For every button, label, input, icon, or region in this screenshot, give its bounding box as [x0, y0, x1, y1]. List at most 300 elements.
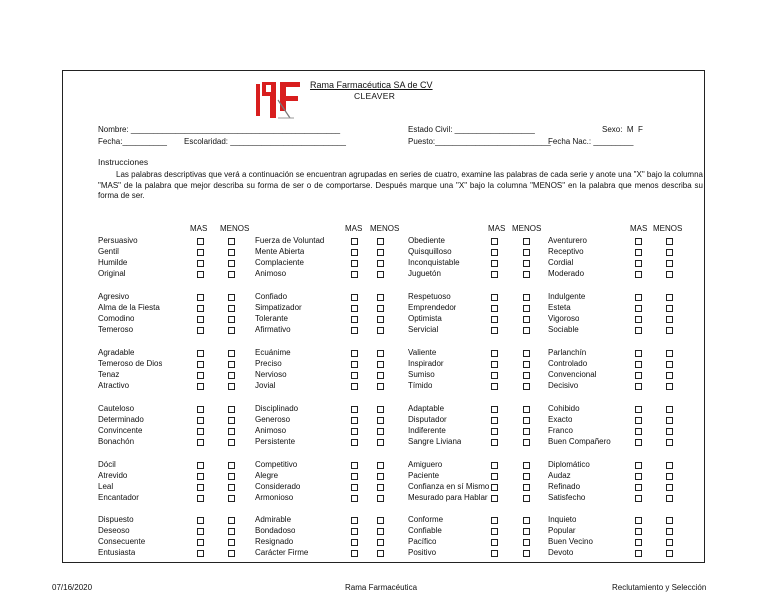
mas-checkbox[interactable]: [351, 495, 358, 502]
trait-word: Convencional: [548, 370, 597, 379]
mas-checkbox[interactable]: [197, 327, 204, 334]
menos-checkbox[interactable]: [228, 327, 235, 334]
menos-checkbox[interactable]: [228, 383, 235, 390]
trait-word: Franco: [548, 426, 573, 435]
menos-checkbox[interactable]: [666, 260, 673, 267]
mas-checkbox[interactable]: [491, 495, 498, 502]
menos-checkbox[interactable]: [228, 294, 235, 301]
mas-checkbox[interactable]: [351, 539, 358, 546]
mas-checkbox[interactable]: [351, 238, 358, 245]
mas-checkbox[interactable]: [635, 249, 642, 256]
menos-checkbox[interactable]: [523, 439, 530, 446]
menos-checkbox[interactable]: [228, 517, 235, 524]
mas-checkbox[interactable]: [491, 327, 498, 334]
trait-word: Audaz: [548, 471, 571, 480]
mas-checkbox[interactable]: [351, 305, 358, 312]
fecha-field[interactable]: Fecha:__________: [98, 137, 167, 146]
menos-checkbox[interactable]: [377, 372, 384, 379]
menos-checkbox[interactable]: [228, 495, 235, 502]
mas-header: MAS: [488, 224, 506, 233]
menos-checkbox[interactable]: [523, 539, 530, 546]
mas-checkbox[interactable]: [491, 294, 498, 301]
mas-checkbox[interactable]: [351, 428, 358, 435]
trait-word: Amiguero: [408, 460, 443, 469]
menos-checkbox[interactable]: [377, 473, 384, 480]
trait-word: Dispuesto: [98, 515, 134, 524]
trait-word: Agradable: [98, 348, 135, 357]
menos-checkbox[interactable]: [523, 406, 530, 413]
trait-word: Confianza en sí Mismo: [408, 482, 490, 491]
mas-checkbox[interactable]: [351, 271, 358, 278]
mas-checkbox[interactable]: [351, 383, 358, 390]
mas-checkbox[interactable]: [197, 473, 204, 480]
mas-checkbox[interactable]: [635, 495, 642, 502]
mas-checkbox[interactable]: [491, 550, 498, 557]
mas-checkbox[interactable]: [635, 528, 642, 535]
mas-checkbox[interactable]: [197, 361, 204, 368]
mas-checkbox[interactable]: [635, 484, 642, 491]
menos-checkbox[interactable]: [377, 484, 384, 491]
mas-checkbox[interactable]: [197, 550, 204, 557]
trait-word: Quisquilloso: [408, 247, 452, 256]
menos-checkbox[interactable]: [666, 271, 673, 278]
menos-checkbox[interactable]: [523, 294, 530, 301]
trait-word: Comodino: [98, 314, 135, 323]
mas-checkbox[interactable]: [635, 417, 642, 424]
mas-checkbox[interactable]: [635, 406, 642, 413]
trait-word: Cordial: [548, 258, 574, 267]
mas-checkbox[interactable]: [491, 383, 498, 390]
mas-checkbox[interactable]: [351, 517, 358, 524]
trait-word: Mente Abierta: [255, 247, 305, 256]
instructions-title: Instrucciones: [98, 157, 149, 167]
footer-department: Reclutamiento y Selección: [612, 583, 707, 592]
trait-word: Ecuánime: [255, 348, 291, 357]
menos-checkbox[interactable]: [523, 238, 530, 245]
trait-word: Diplomático: [548, 460, 590, 469]
menos-checkbox[interactable]: [523, 484, 530, 491]
mas-checkbox[interactable]: [351, 249, 358, 256]
trait-word: Controlado: [548, 359, 588, 368]
menos-checkbox[interactable]: [523, 528, 530, 535]
trait-word: Disputador: [408, 415, 447, 424]
menos-checkbox[interactable]: [228, 316, 235, 323]
trait-word: Humilde: [98, 258, 128, 267]
mas-checkbox[interactable]: [197, 238, 204, 245]
menos-checkbox[interactable]: [666, 316, 673, 323]
trait-word: Optimista: [408, 314, 442, 323]
trait-word: Vigoroso: [548, 314, 580, 323]
menos-checkbox[interactable]: [523, 383, 530, 390]
trait-word: Original: [98, 269, 126, 278]
mas-header: MAS: [630, 224, 648, 233]
menos-checkbox[interactable]: [666, 462, 673, 469]
mas-checkbox[interactable]: [197, 372, 204, 379]
menos-checkbox[interactable]: [523, 495, 530, 502]
mas-checkbox[interactable]: [491, 417, 498, 424]
menos-checkbox[interactable]: [228, 372, 235, 379]
menos-checkbox[interactable]: [666, 249, 673, 256]
trait-word: Buen Vecino: [548, 537, 593, 546]
trait-word: Indulgente: [548, 292, 586, 301]
trait-word: Armonioso: [255, 493, 294, 502]
mas-checkbox[interactable]: [197, 383, 204, 390]
mas-checkbox[interactable]: [635, 260, 642, 267]
mas-checkbox[interactable]: [635, 462, 642, 469]
mas-checkbox[interactable]: [197, 428, 204, 435]
trait-word: Persistente: [255, 437, 296, 446]
menos-checkbox[interactable]: [666, 539, 673, 546]
mas-checkbox[interactable]: [351, 361, 358, 368]
trait-word: Satisfecho: [548, 493, 586, 502]
mas-checkbox[interactable]: [635, 316, 642, 323]
menos-checkbox[interactable]: [523, 327, 530, 334]
menos-checkbox[interactable]: [228, 484, 235, 491]
mas-checkbox[interactable]: [491, 439, 498, 446]
mas-checkbox[interactable]: [635, 271, 642, 278]
menos-checkbox[interactable]: [228, 539, 235, 546]
mas-checkbox[interactable]: [491, 249, 498, 256]
trait-word: Paciente: [408, 471, 440, 480]
menos-checkbox[interactable]: [666, 406, 673, 413]
menos-checkbox[interactable]: [228, 550, 235, 557]
trait-word: Preciso: [255, 359, 282, 368]
fecha-nac-field[interactable]: Fecha Nac.: _________: [548, 137, 634, 146]
menos-checkbox[interactable]: [666, 305, 673, 312]
mas-checkbox[interactable]: [351, 316, 358, 323]
menos-checkbox[interactable]: [377, 428, 384, 435]
mas-checkbox[interactable]: [491, 260, 498, 267]
menos-checkbox[interactable]: [666, 439, 673, 446]
trait-word: Complaciente: [255, 258, 304, 267]
trait-word: Juguetón: [408, 269, 441, 278]
trait-word: Admirable: [255, 515, 292, 524]
mas-checkbox[interactable]: [491, 305, 498, 312]
mas-checkbox[interactable]: [197, 350, 204, 357]
trait-word: Gentil: [98, 247, 119, 256]
mas-checkbox[interactable]: [197, 271, 204, 278]
menos-checkbox[interactable]: [228, 271, 235, 278]
trait-word: Aventurero: [548, 236, 587, 245]
menos-checkbox[interactable]: [377, 327, 384, 334]
mas-checkbox[interactable]: [491, 238, 498, 245]
menos-checkbox[interactable]: [377, 495, 384, 502]
instructions-text: Las palabras descriptivas que verá a continuación se encuentran agrupadas en series de cuatro, examine las palabras de cada serie y anote una "X" bajo la columna "MAS" de la palabra que mejor describa su forma de ser o de comportarse. Después marque una "X" bajo la columna "MENOS" en la palabra que menos describa su forma de ser.: [98, 170, 703, 200]
trait-word: Bondadoso: [255, 526, 296, 535]
trait-word: Parlanchín: [548, 348, 587, 357]
mas-checkbox[interactable]: [197, 517, 204, 524]
menos-checkbox[interactable]: [377, 539, 384, 546]
mas-checkbox[interactable]: [351, 439, 358, 446]
menos-checkbox[interactable]: [377, 260, 384, 267]
trait-word: Devoto: [548, 548, 574, 557]
mas-checkbox[interactable]: [635, 539, 642, 546]
menos-checkbox[interactable]: [377, 528, 384, 535]
company-name: Rama Farmacéutica SA de CV: [310, 80, 433, 90]
menos-checkbox[interactable]: [377, 249, 384, 256]
trait-word: Agresivo: [98, 292, 130, 301]
menos-checkbox[interactable]: [666, 495, 673, 502]
puesto-field[interactable]: Puesto:__________________________: [408, 137, 551, 146]
trait-word: Animoso: [255, 269, 287, 278]
footer-date: 07/16/2020: [52, 583, 93, 592]
mas-checkbox[interactable]: [351, 528, 358, 535]
menos-checkbox[interactable]: [666, 350, 673, 357]
trait-word: Jovial: [255, 381, 276, 390]
mas-checkbox[interactable]: [197, 406, 204, 413]
trait-word: Bonachón: [98, 437, 135, 446]
menos-checkbox[interactable]: [523, 417, 530, 424]
trait-word: Popular: [548, 526, 576, 535]
trait-word: Alegre: [255, 471, 279, 480]
mas-checkbox[interactable]: [635, 383, 642, 390]
menos-checkbox[interactable]: [523, 462, 530, 469]
trait-word: Alma de la Fiesta: [98, 303, 160, 312]
menos-checkbox[interactable]: [228, 260, 235, 267]
menos-checkbox[interactable]: [228, 350, 235, 357]
menos-header: MENOS: [653, 224, 683, 233]
mas-header: MAS: [345, 224, 363, 233]
menos-checkbox[interactable]: [666, 294, 673, 301]
menos-checkbox[interactable]: [228, 528, 235, 535]
menos-checkbox[interactable]: [666, 361, 673, 368]
mas-checkbox[interactable]: [197, 305, 204, 312]
menos-checkbox[interactable]: [228, 417, 235, 424]
mas-checkbox[interactable]: [635, 294, 642, 301]
menos-checkbox[interactable]: [523, 372, 530, 379]
mas-checkbox[interactable]: [491, 428, 498, 435]
trait-word: Carácter Firme: [255, 548, 309, 557]
mas-checkbox[interactable]: [635, 439, 642, 446]
mas-checkbox[interactable]: [491, 361, 498, 368]
mas-checkbox[interactable]: [197, 539, 204, 546]
mas-checkbox[interactable]: [351, 550, 358, 557]
footer-company: Rama Farmacéutica: [345, 583, 418, 592]
mas-checkbox[interactable]: [635, 473, 642, 480]
menos-checkbox[interactable]: [666, 372, 673, 379]
mas-checkbox[interactable]: [491, 539, 498, 546]
mas-checkbox[interactable]: [351, 462, 358, 469]
menos-checkbox[interactable]: [666, 327, 673, 334]
mas-checkbox[interactable]: [491, 528, 498, 535]
mas-checkbox[interactable]: [635, 238, 642, 245]
mas-checkbox[interactable]: [491, 406, 498, 413]
menos-checkbox[interactable]: [228, 406, 235, 413]
trait-word: Mesurado para Hablar: [408, 493, 488, 502]
trait-word: Disciplinado: [255, 404, 299, 413]
menos-checkbox[interactable]: [377, 238, 384, 245]
mas-checkbox[interactable]: [197, 462, 204, 469]
menos-checkbox[interactable]: [666, 550, 673, 557]
trait-word: Confiable: [408, 526, 442, 535]
trait-word: Nervioso: [255, 370, 287, 379]
menos-checkbox[interactable]: [523, 517, 530, 524]
menos-checkbox[interactable]: [377, 439, 384, 446]
mas-checkbox[interactable]: [635, 361, 642, 368]
menos-checkbox[interactable]: [228, 462, 235, 469]
form-subtitle: CLEAVER: [354, 91, 396, 101]
mas-checkbox[interactable]: [635, 305, 642, 312]
trait-word: Leal: [98, 482, 114, 491]
menos-checkbox[interactable]: [228, 249, 235, 256]
trait-word: Sociable: [548, 325, 579, 334]
trait-word: Atractivo: [98, 381, 130, 390]
menos-checkbox[interactable]: [377, 316, 384, 323]
trait-word: Dócil: [98, 460, 116, 469]
mas-checkbox[interactable]: [491, 271, 498, 278]
menos-checkbox[interactable]: [377, 361, 384, 368]
trait-word: Inspirador: [408, 359, 444, 368]
trait-word: Valiente: [408, 348, 437, 357]
trait-word: Inquieto: [548, 515, 577, 524]
mas-checkbox[interactable]: [197, 495, 204, 502]
trait-word: Inconquistable: [408, 258, 460, 267]
mas-checkbox[interactable]: [491, 517, 498, 524]
mas-checkbox[interactable]: [491, 372, 498, 379]
menos-checkbox[interactable]: [377, 305, 384, 312]
mas-checkbox[interactable]: [197, 439, 204, 446]
mas-checkbox[interactable]: [635, 327, 642, 334]
menos-checkbox[interactable]: [523, 305, 530, 312]
mas-checkbox[interactable]: [197, 294, 204, 301]
trait-word: Competitivo: [255, 460, 298, 469]
trait-word: Confiado: [255, 292, 288, 301]
trait-word: Adaptable: [408, 404, 445, 413]
menos-checkbox[interactable]: [377, 271, 384, 278]
menos-checkbox[interactable]: [228, 361, 235, 368]
menos-checkbox[interactable]: [523, 361, 530, 368]
escolaridad-field[interactable]: Escolaridad: __________________________: [184, 137, 346, 146]
mas-checkbox[interactable]: [635, 350, 642, 357]
trait-word: Atrevido: [98, 471, 128, 480]
mas-checkbox[interactable]: [351, 406, 358, 413]
trait-word: Exacto: [548, 415, 573, 424]
mas-checkbox[interactable]: [635, 428, 642, 435]
menos-checkbox[interactable]: [666, 383, 673, 390]
menos-checkbox[interactable]: [377, 517, 384, 524]
trait-word: Emprendedor: [408, 303, 457, 312]
menos-checkbox[interactable]: [228, 428, 235, 435]
mas-checkbox[interactable]: [635, 517, 642, 524]
mas-checkbox[interactable]: [351, 417, 358, 424]
menos-header: MENOS: [220, 224, 250, 233]
mas-checkbox[interactable]: [351, 473, 358, 480]
mas-checkbox[interactable]: [491, 473, 498, 480]
trait-word: Buen Compañero: [548, 437, 611, 446]
trait-word: Temeroso: [98, 325, 134, 334]
trait-word: Cauteloso: [98, 404, 135, 413]
trait-word: Conforme: [408, 515, 444, 524]
menos-checkbox[interactable]: [228, 439, 235, 446]
trait-word: Tenaz: [98, 370, 120, 379]
trait-word: Sumiso: [408, 370, 435, 379]
mas-checkbox[interactable]: [351, 372, 358, 379]
mas-checkbox[interactable]: [491, 462, 498, 469]
mas-checkbox[interactable]: [351, 350, 358, 357]
menos-checkbox[interactable]: [228, 305, 235, 312]
menos-header: MENOS: [370, 224, 400, 233]
mas-checkbox[interactable]: [197, 316, 204, 323]
trait-word: Obediente: [408, 236, 445, 245]
menos-checkbox[interactable]: [377, 383, 384, 390]
menos-checkbox[interactable]: [523, 249, 530, 256]
menos-checkbox[interactable]: [666, 484, 673, 491]
mas-checkbox[interactable]: [351, 294, 358, 301]
menos-checkbox[interactable]: [666, 528, 673, 535]
trait-word: Moderado: [548, 269, 585, 278]
menos-checkbox[interactable]: [377, 417, 384, 424]
menos-checkbox[interactable]: [523, 316, 530, 323]
trait-word: Generoso: [255, 415, 291, 424]
trait-word: Pacífico: [408, 537, 437, 546]
mas-checkbox[interactable]: [491, 484, 498, 491]
estado-civil-field[interactable]: Estado Civil: __________________: [408, 125, 535, 134]
trait-word: Receptivo: [548, 247, 584, 256]
menos-checkbox[interactable]: [523, 428, 530, 435]
mas-checkbox[interactable]: [197, 249, 204, 256]
menos-checkbox[interactable]: [377, 462, 384, 469]
mas-checkbox[interactable]: [197, 484, 204, 491]
menos-checkbox[interactable]: [377, 406, 384, 413]
menos-checkbox[interactable]: [666, 473, 673, 480]
menos-checkbox[interactable]: [666, 417, 673, 424]
trait-word: Considerado: [255, 482, 301, 491]
mas-checkbox[interactable]: [635, 372, 642, 379]
trait-word: Encantador: [98, 493, 139, 502]
menos-checkbox[interactable]: [523, 473, 530, 480]
mas-header: MAS: [190, 224, 208, 233]
menos-checkbox[interactable]: [666, 517, 673, 524]
trait-word: Resignado: [255, 537, 294, 546]
menos-checkbox[interactable]: [377, 350, 384, 357]
trait-word: Persuasivo: [98, 236, 138, 245]
trait-word: Tolerante: [255, 314, 288, 323]
trait-word: Temeroso de Dios: [98, 359, 163, 368]
menos-checkbox[interactable]: [523, 271, 530, 278]
trait-word: Positivo: [408, 548, 437, 557]
trait-word: Fuerza de Voluntad: [255, 236, 325, 245]
menos-checkbox[interactable]: [666, 428, 673, 435]
menos-checkbox[interactable]: [228, 473, 235, 480]
mas-checkbox[interactable]: [491, 350, 498, 357]
menos-checkbox[interactable]: [523, 260, 530, 267]
mas-checkbox[interactable]: [197, 528, 204, 535]
menos-checkbox[interactable]: [228, 238, 235, 245]
trait-word: Refinado: [548, 482, 581, 491]
trait-word: Respetuoso: [408, 292, 451, 301]
trait-word: Convincente: [98, 426, 143, 435]
mas-checkbox[interactable]: [351, 260, 358, 267]
trait-word: Cohibido: [548, 404, 580, 413]
mas-checkbox[interactable]: [351, 327, 358, 334]
nombre-field[interactable]: Nombre: _______________________________________________: [98, 125, 341, 134]
menos-checkbox[interactable]: [523, 350, 530, 357]
menos-checkbox[interactable]: [666, 238, 673, 245]
mas-checkbox[interactable]: [635, 550, 642, 557]
trait-word: Deseoso: [98, 526, 130, 535]
sexo-field[interactable]: Sexo: M F: [602, 125, 643, 134]
trait-word: Servicial: [408, 325, 439, 334]
mas-checkbox[interactable]: [197, 417, 204, 424]
company-logo: [256, 80, 302, 120]
menos-checkbox[interactable]: [377, 550, 384, 557]
mas-checkbox[interactable]: [197, 260, 204, 267]
menos-checkbox[interactable]: [523, 550, 530, 557]
mas-checkbox[interactable]: [351, 484, 358, 491]
trait-word: Consecuente: [98, 537, 146, 546]
menos-checkbox[interactable]: [377, 294, 384, 301]
mas-checkbox[interactable]: [491, 316, 498, 323]
